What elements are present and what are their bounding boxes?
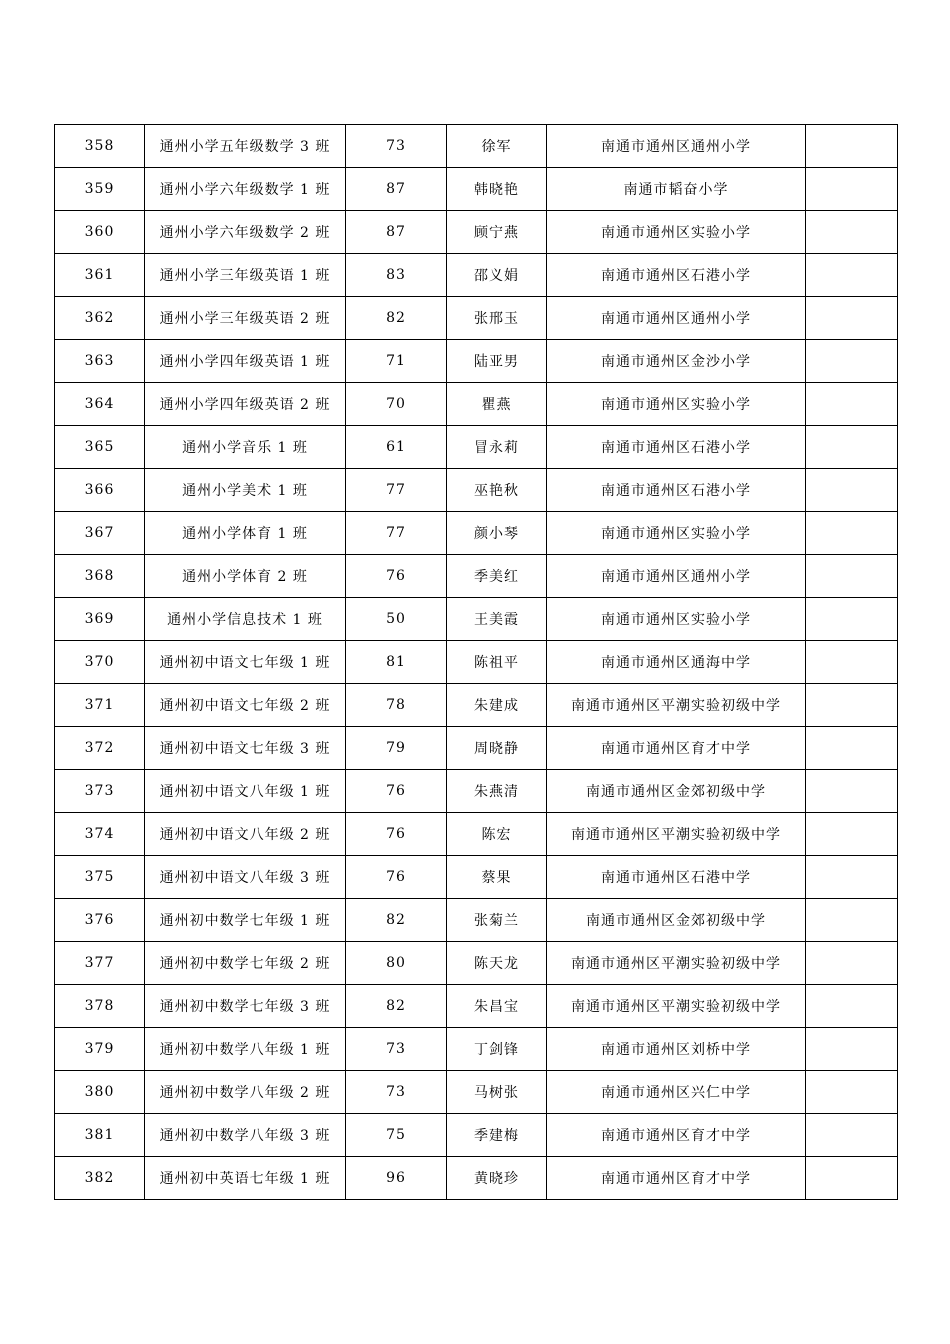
- cell-class-name: 通州小学四年级英语 1 班: [145, 340, 346, 383]
- cell-student-count: 82: [346, 297, 447, 340]
- table-row: [55, 899, 898, 942]
- cell-note: [806, 555, 898, 598]
- cell-school-name: 南通市韬奋小学: [547, 168, 806, 211]
- cell-student-count: 76: [346, 770, 447, 813]
- cell-row-number: 362: [55, 297, 145, 340]
- table-row: [55, 856, 898, 899]
- cell-class-name: 通州小学四年级英语 2 班: [145, 383, 346, 426]
- cell-teacher-name: 季建梅: [447, 1114, 547, 1157]
- cell-note: [806, 598, 898, 641]
- cell-note: [806, 469, 898, 512]
- cell-class-name: 通州初中数学八年级 1 班: [145, 1028, 346, 1071]
- cell-teacher-name: 蔡果: [447, 856, 547, 899]
- table-row: [55, 641, 898, 684]
- table-row: [55, 340, 898, 383]
- cell-class-name: 通州小学体育 2 班: [145, 555, 346, 598]
- table-row: [55, 813, 898, 856]
- cell-note: [806, 727, 898, 770]
- cell-row-number: 366: [55, 469, 145, 512]
- cell-note: [806, 426, 898, 469]
- cell-row-number: 378: [55, 985, 145, 1028]
- cell-row-number: 365: [55, 426, 145, 469]
- cell-school-name: 南通市通州区育才中学: [547, 1157, 806, 1200]
- cell-class-name: 通州小学体育 1 班: [145, 512, 346, 555]
- cell-class-name: 通州小学三年级英语 1 班: [145, 254, 346, 297]
- cell-class-name: 通州小学音乐 1 班: [145, 426, 346, 469]
- cell-school-name: 南通市通州区实验小学: [547, 383, 806, 426]
- cell-note: [806, 254, 898, 297]
- cell-school-name: 南通市通州区通州小学: [547, 555, 806, 598]
- cell-school-name: 南通市通州区金郊初级中学: [547, 899, 806, 942]
- cell-student-count: 73: [346, 1028, 447, 1071]
- cell-note: [806, 1157, 898, 1200]
- cell-teacher-name: 陈天龙: [447, 942, 547, 985]
- cell-row-number: 358: [55, 125, 145, 168]
- cell-note: [806, 125, 898, 168]
- cell-student-count: 79: [346, 727, 447, 770]
- cell-school-name: 南通市通州区实验小学: [547, 211, 806, 254]
- cell-class-name: 通州初中语文七年级 3 班: [145, 727, 346, 770]
- cell-school-name: 南通市通州区刘桥中学: [547, 1028, 806, 1071]
- cell-student-count: 87: [346, 168, 447, 211]
- cell-class-name: 通州小学美术 1 班: [145, 469, 346, 512]
- table-row: [55, 555, 898, 598]
- cell-school-name: 南通市通州区育才中学: [547, 1114, 806, 1157]
- table-row: [55, 512, 898, 555]
- cell-student-count: 71: [346, 340, 447, 383]
- cell-student-count: 50: [346, 598, 447, 641]
- cell-teacher-name: 朱建成: [447, 684, 547, 727]
- cell-student-count: 78: [346, 684, 447, 727]
- cell-row-number: 368: [55, 555, 145, 598]
- cell-teacher-name: 朱昌宝: [447, 985, 547, 1028]
- cell-row-number: 360: [55, 211, 145, 254]
- cell-teacher-name: 周晓静: [447, 727, 547, 770]
- cell-school-name: 南通市通州区石港小学: [547, 426, 806, 469]
- cell-row-number: 377: [55, 942, 145, 985]
- cell-note: [806, 1028, 898, 1071]
- cell-class-name: 通州小学六年级数学 2 班: [145, 211, 346, 254]
- cell-class-name: 通州初中语文七年级 2 班: [145, 684, 346, 727]
- cell-school-name: 南通市通州区通州小学: [547, 125, 806, 168]
- class-roster-table-container: [54, 124, 897, 1200]
- table-row: [55, 125, 898, 168]
- cell-note: [806, 856, 898, 899]
- cell-row-number: 380: [55, 1071, 145, 1114]
- cell-school-name: 南通市通州区平潮实验初级中学: [547, 942, 806, 985]
- cell-student-count: 73: [346, 1071, 447, 1114]
- cell-school-name: 南通市通州区石港小学: [547, 254, 806, 297]
- table-row: [55, 211, 898, 254]
- cell-teacher-name: 王美霞: [447, 598, 547, 641]
- cell-class-name: 通州小学信息技术 1 班: [145, 598, 346, 641]
- cell-school-name: 南通市通州区通州小学: [547, 297, 806, 340]
- cell-class-name: 通州初中语文八年级 2 班: [145, 813, 346, 856]
- cell-school-name: 南通市通州区石港小学: [547, 469, 806, 512]
- cell-note: [806, 641, 898, 684]
- cell-student-count: 77: [346, 469, 447, 512]
- cell-note: [806, 985, 898, 1028]
- cell-student-count: 80: [346, 942, 447, 985]
- cell-teacher-name: 韩晓艳: [447, 168, 547, 211]
- cell-row-number: 359: [55, 168, 145, 211]
- cell-note: [806, 340, 898, 383]
- cell-row-number: 363: [55, 340, 145, 383]
- table-row: [55, 254, 898, 297]
- cell-school-name: 南通市通州区平潮实验初级中学: [547, 813, 806, 856]
- cell-row-number: 381: [55, 1114, 145, 1157]
- cell-class-name: 通州小学五年级数学 3 班: [145, 125, 346, 168]
- table-row: [55, 297, 898, 340]
- cell-note: [806, 813, 898, 856]
- table-row: [55, 727, 898, 770]
- cell-teacher-name: 马树张: [447, 1071, 547, 1114]
- cell-teacher-name: 邵义娟: [447, 254, 547, 297]
- cell-student-count: 83: [346, 254, 447, 297]
- cell-student-count: 76: [346, 555, 447, 598]
- table-row: [55, 383, 898, 426]
- cell-row-number: 372: [55, 727, 145, 770]
- cell-teacher-name: 丁剑锋: [447, 1028, 547, 1071]
- cell-teacher-name: 瞿燕: [447, 383, 547, 426]
- cell-teacher-name: 颜小琴: [447, 512, 547, 555]
- cell-student-count: 81: [346, 641, 447, 684]
- cell-note: [806, 211, 898, 254]
- table-row: [55, 469, 898, 512]
- cell-teacher-name: 张邢玉: [447, 297, 547, 340]
- cell-note: [806, 1114, 898, 1157]
- cell-student-count: 87: [346, 211, 447, 254]
- cell-note: [806, 899, 898, 942]
- cell-student-count: 82: [346, 985, 447, 1028]
- table-row: [55, 770, 898, 813]
- cell-class-name: 通州初中数学七年级 1 班: [145, 899, 346, 942]
- cell-row-number: 364: [55, 383, 145, 426]
- cell-row-number: 379: [55, 1028, 145, 1071]
- table-row: [55, 426, 898, 469]
- cell-teacher-name: 冒永莉: [447, 426, 547, 469]
- table-row: [55, 1071, 898, 1114]
- cell-student-count: 73: [346, 125, 447, 168]
- cell-class-name: 通州初中英语七年级 1 班: [145, 1157, 346, 1200]
- cell-school-name: 南通市通州区平潮实验初级中学: [547, 985, 806, 1028]
- table-row: [55, 1114, 898, 1157]
- cell-teacher-name: 陆亚男: [447, 340, 547, 383]
- table-row: [55, 684, 898, 727]
- table-row: [55, 1028, 898, 1071]
- cell-row-number: 373: [55, 770, 145, 813]
- class-roster-table: [54, 124, 898, 1200]
- cell-row-number: 370: [55, 641, 145, 684]
- cell-teacher-name: 陈祖平: [447, 641, 547, 684]
- cell-class-name: 通州初中数学八年级 2 班: [145, 1071, 346, 1114]
- cell-teacher-name: 季美红: [447, 555, 547, 598]
- cell-school-name: 南通市通州区实验小学: [547, 512, 806, 555]
- cell-class-name: 通州初中语文七年级 1 班: [145, 641, 346, 684]
- cell-row-number: 369: [55, 598, 145, 641]
- cell-class-name: 通州初中数学七年级 3 班: [145, 985, 346, 1028]
- cell-note: [806, 297, 898, 340]
- cell-note: [806, 168, 898, 211]
- cell-class-name: 通州初中语文八年级 3 班: [145, 856, 346, 899]
- table-row: [55, 598, 898, 641]
- cell-row-number: 361: [55, 254, 145, 297]
- cell-note: [806, 1071, 898, 1114]
- cell-teacher-name: 黄晓珍: [447, 1157, 547, 1200]
- cell-note: [806, 684, 898, 727]
- cell-teacher-name: 巫艳秋: [447, 469, 547, 512]
- cell-teacher-name: 徐军: [447, 125, 547, 168]
- cell-class-name: 通州初中语文八年级 1 班: [145, 770, 346, 813]
- cell-teacher-name: 陈宏: [447, 813, 547, 856]
- table-row: [55, 1157, 898, 1200]
- cell-row-number: 375: [55, 856, 145, 899]
- table-row: [55, 168, 898, 211]
- cell-row-number: 374: [55, 813, 145, 856]
- cell-school-name: 南通市通州区平潮实验初级中学: [547, 684, 806, 727]
- cell-row-number: 367: [55, 512, 145, 555]
- cell-student-count: 61: [346, 426, 447, 469]
- cell-row-number: 371: [55, 684, 145, 727]
- cell-student-count: 75: [346, 1114, 447, 1157]
- cell-class-name: 通州初中数学七年级 2 班: [145, 942, 346, 985]
- cell-student-count: 70: [346, 383, 447, 426]
- cell-class-name: 通州小学三年级英语 2 班: [145, 297, 346, 340]
- cell-student-count: 82: [346, 899, 447, 942]
- cell-school-name: 南通市通州区兴仁中学: [547, 1071, 806, 1114]
- cell-student-count: 96: [346, 1157, 447, 1200]
- cell-row-number: 376: [55, 899, 145, 942]
- cell-school-name: 南通市通州区通海中学: [547, 641, 806, 684]
- cell-school-name: 南通市通州区育才中学: [547, 727, 806, 770]
- cell-note: [806, 512, 898, 555]
- cell-class-name: 通州小学六年级数学 1 班: [145, 168, 346, 211]
- cell-teacher-name: 朱燕清: [447, 770, 547, 813]
- table-body: [55, 125, 898, 1200]
- cell-note: [806, 383, 898, 426]
- cell-note: [806, 770, 898, 813]
- cell-note: [806, 942, 898, 985]
- cell-school-name: 南通市通州区实验小学: [547, 598, 806, 641]
- cell-student-count: 76: [346, 813, 447, 856]
- cell-student-count: 76: [346, 856, 447, 899]
- cell-row-number: 382: [55, 1157, 145, 1200]
- cell-school-name: 南通市通州区金郊初级中学: [547, 770, 806, 813]
- cell-teacher-name: 张菊兰: [447, 899, 547, 942]
- table-row: [55, 985, 898, 1028]
- cell-teacher-name: 顾宁燕: [447, 211, 547, 254]
- cell-class-name: 通州初中数学八年级 3 班: [145, 1114, 346, 1157]
- cell-student-count: 77: [346, 512, 447, 555]
- cell-school-name: 南通市通州区石港中学: [547, 856, 806, 899]
- cell-school-name: 南通市通州区金沙小学: [547, 340, 806, 383]
- table-row: [55, 942, 898, 985]
